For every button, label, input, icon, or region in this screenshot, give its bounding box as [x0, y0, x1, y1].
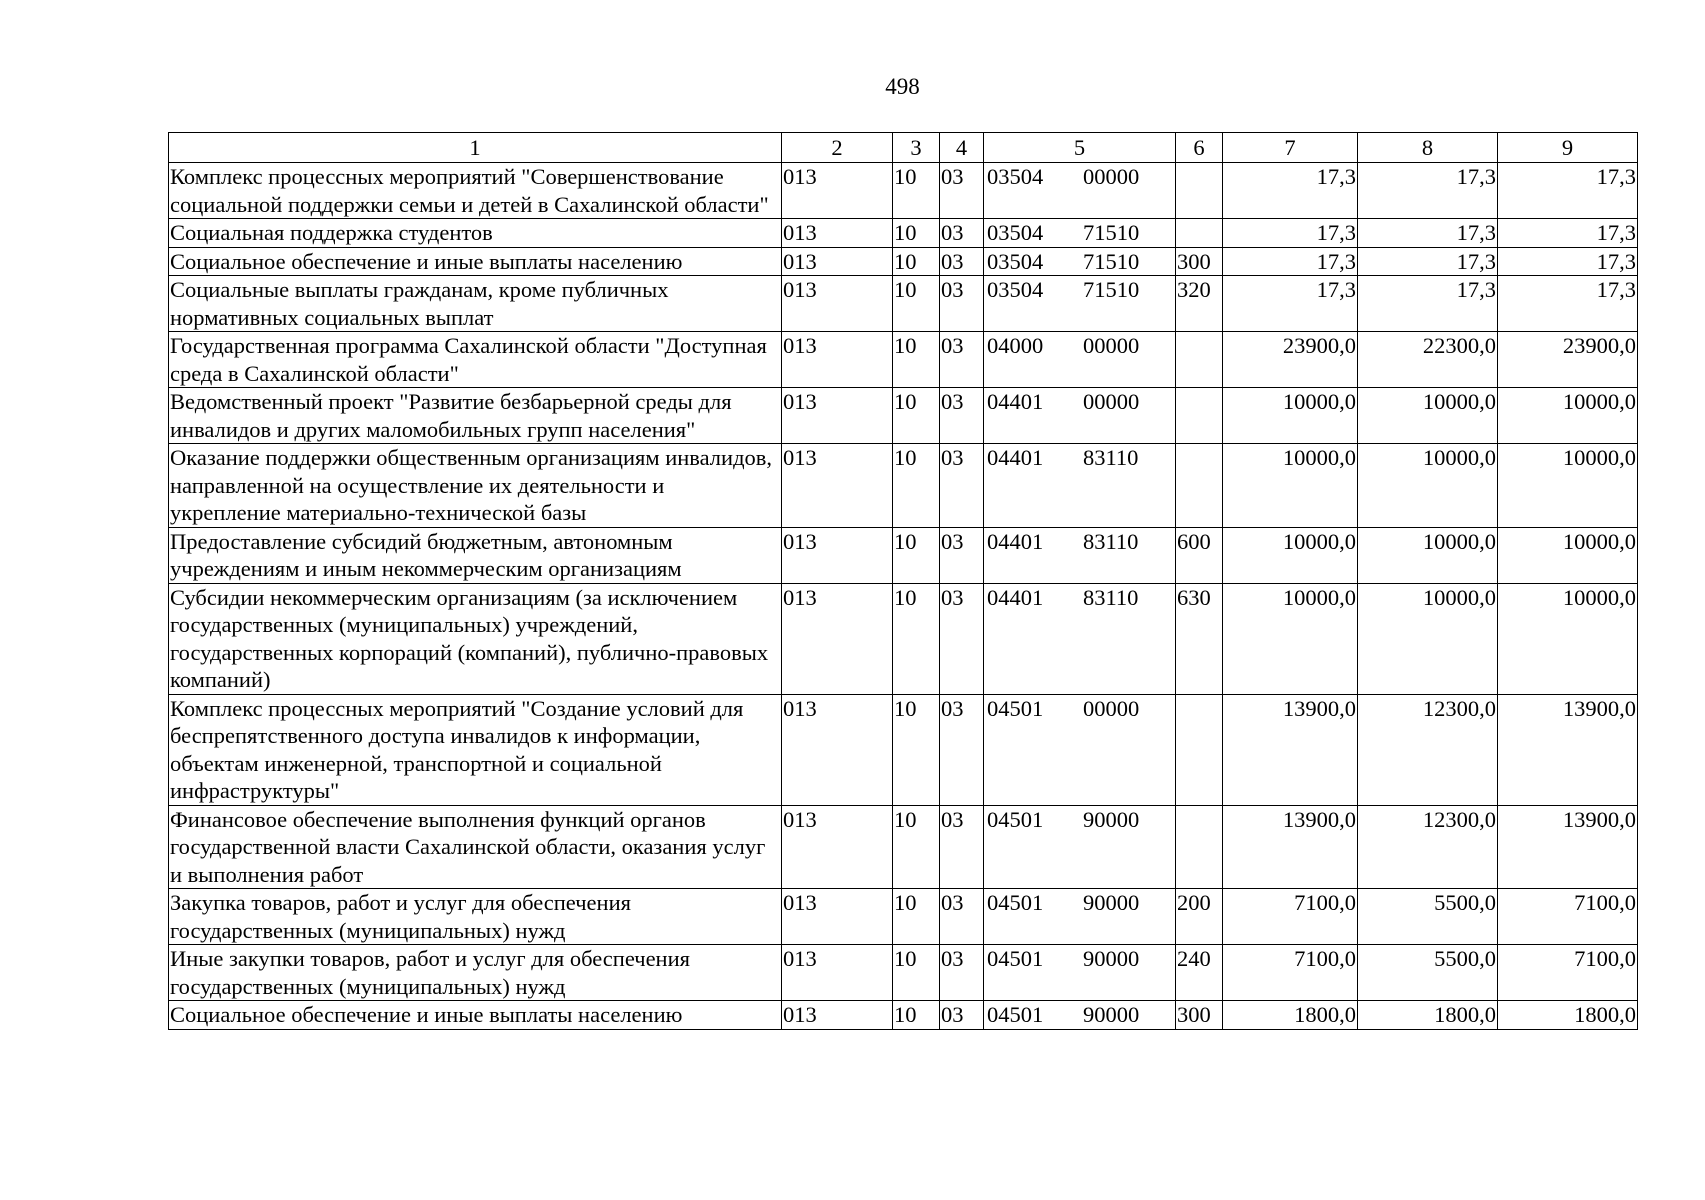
row-name: Субсидии некоммерческим организациям (за исключением государственных (муниципальных) учреждений, государственных корпораций (компаний), публично-правовых компаний): [169, 583, 782, 694]
cell-col-4: 03: [940, 527, 984, 583]
row-name: Закупка товаров, работ и услуг для обеспечения государственных (муниципальных) нужд: [169, 889, 782, 945]
header-cell: 2: [782, 133, 893, 163]
program-code: 04501: [987, 806, 1044, 832]
row-name: Социальная поддержка студентов: [169, 219, 782, 248]
table-row: [169, 945, 1638, 1001]
row-name: Оказание поддержки общественным организациям инвалидов, направленной на осуществление их деятельности и укрепление материально-технической базы: [169, 444, 782, 528]
table-row: [169, 527, 1638, 583]
header-cell: 3: [893, 133, 940, 163]
cell-col-2: 013: [782, 219, 893, 248]
row-name: Комплекс процессных мероприятий "Совершенствование социальной поддержки семьи и детей в Сахалинской области": [169, 163, 782, 219]
direction-code: 83110: [1083, 445, 1139, 470]
cell-col-5: [984, 332, 1176, 388]
cell-col-3: 10: [893, 583, 940, 694]
cell-col-8: 10000,0: [1358, 444, 1498, 528]
cell-col-3: 10: [893, 247, 940, 276]
cell-col-5: [984, 945, 1176, 1001]
cell-col-6: [1176, 388, 1223, 444]
cell-col-4: 03: [940, 694, 984, 805]
cell-col-9: 17,3: [1498, 276, 1638, 332]
cell-col-2: 013: [782, 163, 893, 219]
cell-col-5: [984, 388, 1176, 444]
table-row: [169, 805, 1638, 889]
table-row: [169, 247, 1638, 276]
cell-col-8: 10000,0: [1358, 388, 1498, 444]
cell-col-3: 10: [893, 889, 940, 945]
cell-col-6: [1176, 805, 1223, 889]
direction-code: 90000: [1083, 806, 1140, 832]
cell-col-2: 013: [782, 332, 893, 388]
cell-col-6: [1176, 219, 1223, 248]
cell-col-2: 013: [782, 276, 893, 332]
program-code: 03504: [987, 277, 1044, 302]
cell-col-3: 10: [893, 444, 940, 528]
row-name: Ведомственный проект "Развитие безбарьерной среды для инвалидов и других маломобильных групп населения": [169, 388, 782, 444]
cell-col-8: 5500,0: [1358, 945, 1498, 1001]
cell-col-9: 13900,0: [1498, 805, 1638, 889]
cell-col-3: 10: [893, 1001, 940, 1030]
cell-col-7: 23900,0: [1223, 332, 1358, 388]
cell-col-5: [984, 583, 1176, 694]
cell-col-8: 1800,0: [1358, 1001, 1498, 1030]
cell-col-4: 03: [940, 247, 984, 276]
direction-code: 00000: [1083, 389, 1140, 414]
row-name: Социальные выплаты гражданам, кроме публичных нормативных социальных выплат: [169, 276, 782, 332]
row-name: Государственная программа Сахалинской области "Доступная среда в Сахалинской области": [169, 332, 782, 388]
direction-code: 00000: [1083, 164, 1140, 189]
direction-code: 00000: [1083, 333, 1140, 358]
row-name: Социальное обеспечение и иные выплаты населению: [169, 247, 782, 276]
cell-col-4: 03: [940, 1001, 984, 1030]
cell-col-6: 630: [1176, 583, 1223, 694]
cell-col-8: 17,3: [1358, 219, 1498, 248]
program-code: 04401: [987, 445, 1044, 470]
header-cell: 5: [984, 133, 1176, 163]
cell-col-9: 10000,0: [1498, 527, 1638, 583]
row-name: Предоставление субсидий бюджетным, автономным учреждениям и иным некоммерческим организациям: [169, 527, 782, 583]
cell-col-9: 17,3: [1498, 247, 1638, 276]
table-row: [169, 1001, 1638, 1030]
cell-col-3: 10: [893, 276, 940, 332]
cell-col-2: 013: [782, 527, 893, 583]
cell-col-3: 10: [893, 805, 940, 889]
cell-col-4: 03: [940, 163, 984, 219]
cell-col-4: 03: [940, 444, 984, 528]
cell-col-3: 10: [893, 388, 940, 444]
cell-col-9: 13900,0: [1498, 694, 1638, 805]
table-row: [169, 332, 1638, 388]
cell-col-8: 12300,0: [1358, 694, 1498, 805]
cell-col-9: 23900,0: [1498, 332, 1638, 388]
cell-col-4: 03: [940, 276, 984, 332]
cell-col-7: 17,3: [1223, 163, 1358, 219]
cell-col-8: 17,3: [1358, 163, 1498, 219]
cell-col-5: [984, 527, 1176, 583]
cell-col-4: 03: [940, 889, 984, 945]
cell-col-4: 03: [940, 219, 984, 248]
cell-col-5: [984, 276, 1176, 332]
cell-col-8: 10000,0: [1358, 527, 1498, 583]
cell-col-2: 013: [782, 694, 893, 805]
cell-col-6: 240: [1176, 945, 1223, 1001]
cell-col-5: [984, 805, 1176, 889]
header-cell: 7: [1223, 133, 1358, 163]
cell-col-5: [984, 163, 1176, 219]
page-number: 498: [885, 74, 920, 99]
table-row: [169, 694, 1638, 805]
program-code: 04000: [987, 333, 1044, 358]
program-code: 03504: [987, 164, 1044, 189]
cell-col-9: 1800,0: [1498, 1001, 1638, 1030]
cell-col-3: 10: [893, 332, 940, 388]
program-code: 04501: [987, 946, 1044, 971]
table-row: [169, 219, 1638, 248]
cell-col-6: [1176, 163, 1223, 219]
cell-col-8: 17,3: [1358, 247, 1498, 276]
cell-col-4: 03: [940, 945, 984, 1001]
table-row: [169, 163, 1638, 219]
program-code: 03504: [987, 220, 1044, 245]
table-row: [169, 889, 1638, 945]
table-row: [169, 444, 1638, 528]
program-code: 04401: [987, 389, 1044, 414]
cell-col-2: 013: [782, 889, 893, 945]
cell-col-4: 03: [940, 388, 984, 444]
direction-code: 71510: [1083, 248, 1140, 274]
direction-code: 90000: [1083, 1002, 1140, 1027]
cell-col-5: [984, 1001, 1176, 1030]
budget-table: [168, 132, 1638, 1030]
cell-col-6: 300: [1176, 1001, 1223, 1030]
cell-col-7: 10000,0: [1223, 583, 1358, 694]
direction-code: 90000: [1083, 890, 1140, 915]
program-code: 04501: [987, 1002, 1044, 1027]
cell-col-9: 10000,0: [1498, 444, 1638, 528]
cell-col-8: 5500,0: [1358, 889, 1498, 945]
cell-col-3: 10: [893, 694, 940, 805]
table-row: [169, 276, 1638, 332]
program-code: 04401: [987, 584, 1044, 610]
row-name: Финансовое обеспечение выполнения функций органов государственной власти Сахалинской области, оказания услуг и выполнения работ: [169, 805, 782, 889]
cell-col-3: 10: [893, 163, 940, 219]
cell-col-5: [984, 889, 1176, 945]
cell-col-7: 17,3: [1223, 219, 1358, 248]
cell-col-2: 013: [782, 583, 893, 694]
header-cell: 8: [1358, 133, 1498, 163]
cell-col-3: 10: [893, 219, 940, 248]
cell-col-9: 10000,0: [1498, 583, 1638, 694]
cell-col-3: 10: [893, 945, 940, 1001]
cell-col-6: [1176, 444, 1223, 528]
program-code: 04501: [987, 695, 1044, 721]
cell-col-2: 013: [782, 805, 893, 889]
cell-col-5: [984, 694, 1176, 805]
program-code: 03504: [987, 248, 1044, 274]
cell-col-6: 300: [1176, 247, 1223, 276]
cell-col-7: 10000,0: [1223, 444, 1358, 528]
cell-col-9: 17,3: [1498, 163, 1638, 219]
cell-col-9: 7100,0: [1498, 945, 1638, 1001]
direction-code: 71510: [1083, 277, 1140, 302]
program-code: 04501: [987, 890, 1044, 915]
header-cell: 9: [1498, 133, 1638, 163]
cell-col-2: 013: [782, 1001, 893, 1030]
cell-col-3: 10: [893, 527, 940, 583]
row-name: Иные закупки товаров, работ и услуг для обеспечения государственных (муниципальных) нужд: [169, 945, 782, 1001]
header-cell: 4: [940, 133, 984, 163]
cell-col-7: 13900,0: [1223, 805, 1358, 889]
cell-col-6: [1176, 694, 1223, 805]
table-row: [169, 583, 1638, 694]
direction-code: 83110: [1083, 584, 1139, 610]
cell-col-2: 013: [782, 247, 893, 276]
cell-col-8: 12300,0: [1358, 805, 1498, 889]
cell-col-7: 7100,0: [1223, 945, 1358, 1001]
cell-col-8: 10000,0: [1358, 583, 1498, 694]
cell-col-8: 17,3: [1358, 276, 1498, 332]
row-name: Комплекс процессных мероприятий "Создание условий для беспрепятственного доступа инвалидов к информации, объектам инженерной, транспортной и социальной инфраструктуры": [169, 694, 782, 805]
cell-col-7: 17,3: [1223, 276, 1358, 332]
cell-col-2: 013: [782, 444, 893, 528]
header-cell: 6: [1176, 133, 1223, 163]
direction-code: 83110: [1083, 528, 1139, 554]
cell-col-7: 10000,0: [1223, 388, 1358, 444]
cell-col-7: 7100,0: [1223, 889, 1358, 945]
cell-col-2: 013: [782, 945, 893, 1001]
cell-col-2: 013: [782, 388, 893, 444]
cell-col-4: 03: [940, 805, 984, 889]
direction-code: 00000: [1083, 695, 1140, 721]
direction-code: 90000: [1083, 946, 1140, 971]
cell-col-7: 1800,0: [1223, 1001, 1358, 1030]
cell-col-7: 10000,0: [1223, 527, 1358, 583]
cell-col-4: 03: [940, 332, 984, 388]
cell-col-5: [984, 219, 1176, 248]
cell-col-5: [984, 247, 1176, 276]
cell-col-4: 03: [940, 583, 984, 694]
cell-col-5: [984, 444, 1176, 528]
program-code: 04401: [987, 528, 1044, 554]
row-name: Социальное обеспечение и иные выплаты населению: [169, 1001, 782, 1030]
header-cell: 1: [169, 133, 782, 163]
cell-col-6: 320: [1176, 276, 1223, 332]
cell-col-6: 600: [1176, 527, 1223, 583]
cell-col-7: 17,3: [1223, 247, 1358, 276]
cell-col-9: 10000,0: [1498, 388, 1638, 444]
cell-col-9: 17,3: [1498, 219, 1638, 248]
cell-col-6: 200: [1176, 889, 1223, 945]
header-row: [169, 133, 1638, 163]
table-row: [169, 388, 1638, 444]
cell-col-7: 13900,0: [1223, 694, 1358, 805]
direction-code: 71510: [1083, 220, 1140, 245]
cell-col-9: 7100,0: [1498, 889, 1638, 945]
cell-col-8: 22300,0: [1358, 332, 1498, 388]
cell-col-6: [1176, 332, 1223, 388]
